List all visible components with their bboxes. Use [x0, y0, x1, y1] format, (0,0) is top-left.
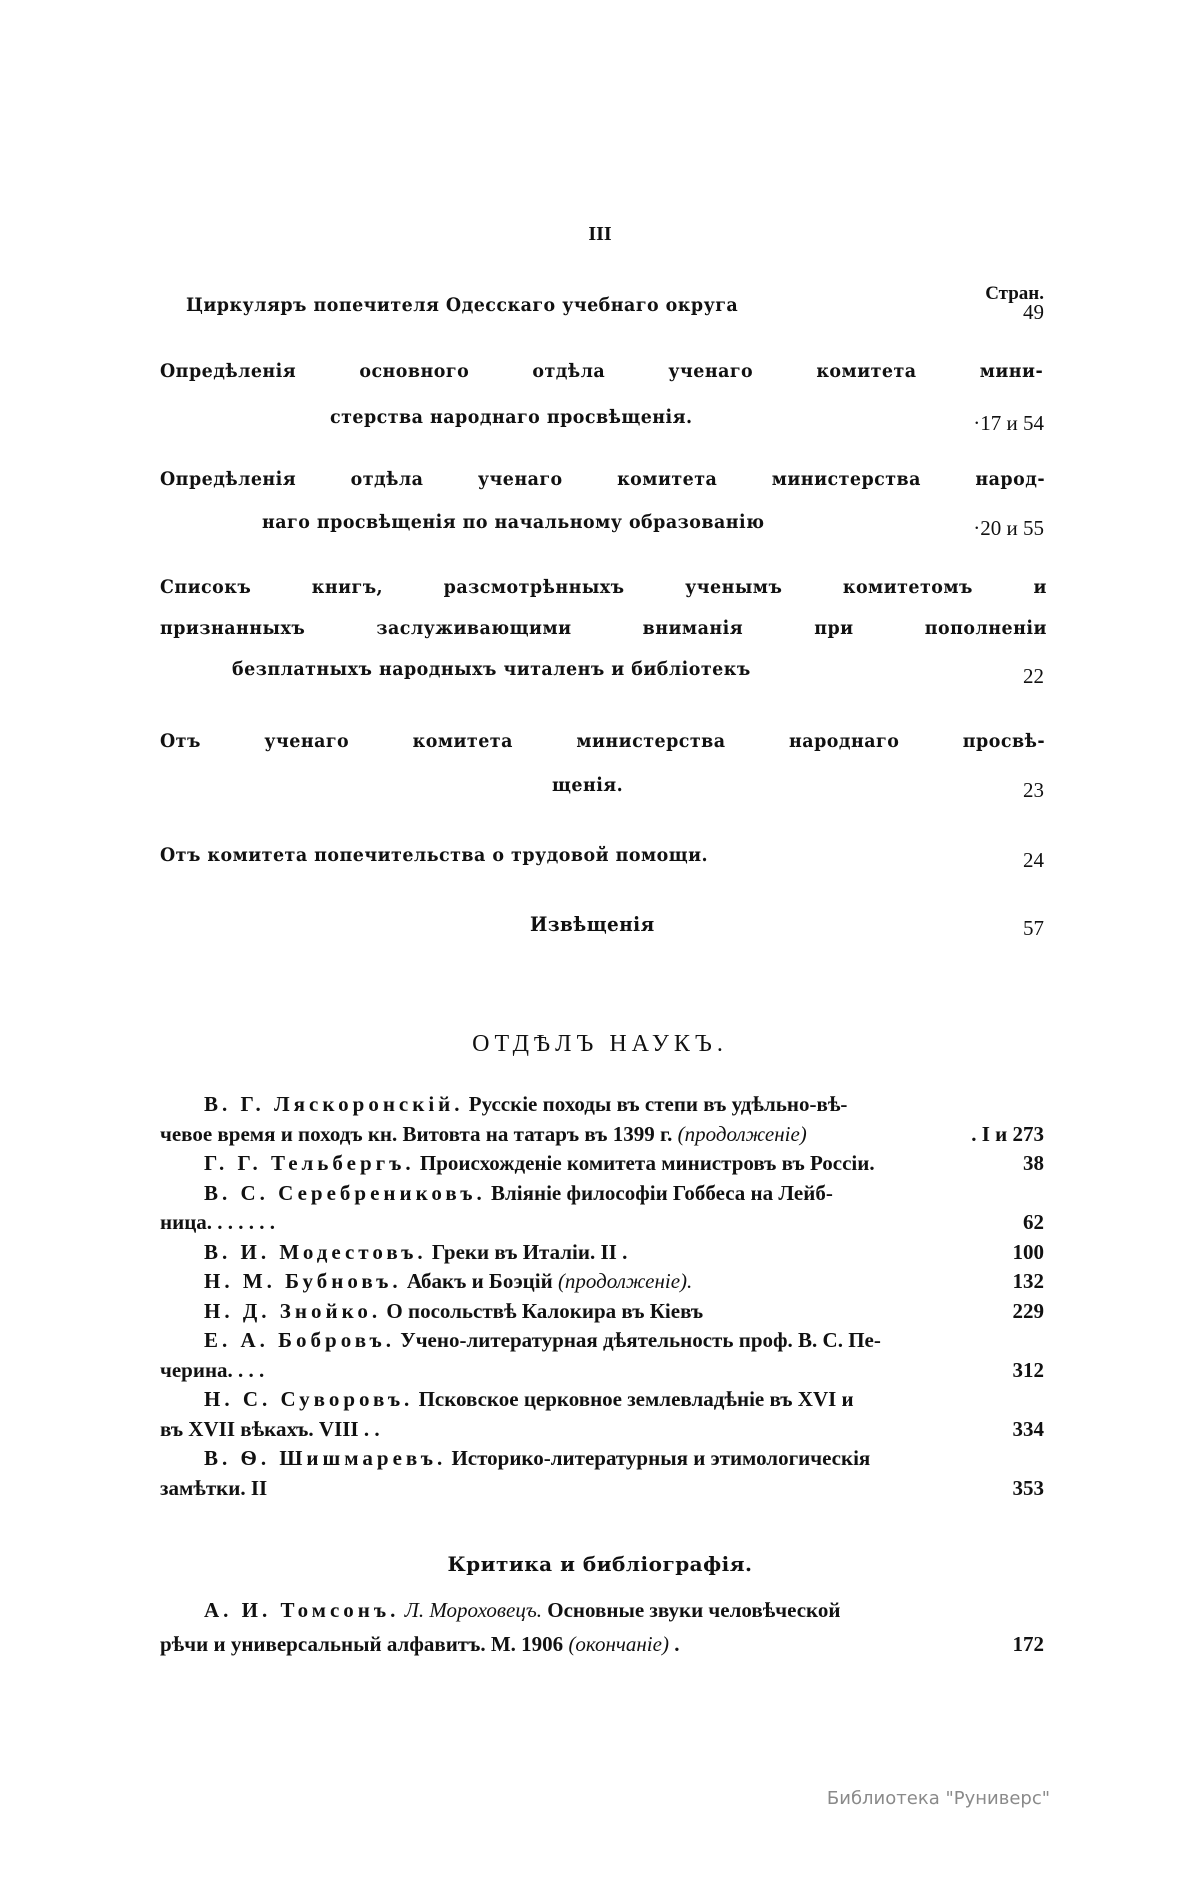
- science-article: [204, 1448, 870, 1469]
- toc-page: 172: [1012, 1632, 1044, 1656]
- toc-page: . I и 273: [971, 1121, 1044, 1146]
- article-author: В. Г. Ляскоронскій.: [204, 1092, 464, 1116]
- toc-entry-line: признанныхъ заслуживающими вниманія при пополненіи: [160, 617, 1047, 639]
- article-title-cont: чевое время и походъ кн. Витовта на татаръ въ 1399 г.: [160, 1121, 673, 1146]
- toc-entry-line: безплатныхъ народныхъ читаленъ и библіотекъ: [232, 658, 751, 680]
- science-article-cont: [160, 1475, 268, 1500]
- toc-page: ·20 и 55: [973, 516, 1044, 540]
- article-title-cont: въ XVII вѣкахъ. VIII . .: [160, 1416, 380, 1441]
- science-article: [204, 1180, 833, 1205]
- article-title: Абакъ и Боэцій: [406, 1269, 553, 1293]
- article-author: Г. Г. Тельбергъ.: [204, 1151, 415, 1175]
- book-author: Л. Мороховецъ.: [404, 1598, 543, 1622]
- science-article-cont: [160, 1416, 380, 1441]
- article-title: Происхожденіе комитета министровъ въ Россіи.: [419, 1151, 875, 1175]
- toc-page: 100: [1012, 1239, 1044, 1264]
- article-title-cont: рѣчи и универсальный алфавитъ. М. 1906: [160, 1632, 564, 1656]
- toc-page: 229: [1012, 1298, 1044, 1323]
- article-author: Н. М. Бубновъ.: [204, 1269, 402, 1293]
- article-title: Русскіе походы въ степи въ удѣльно-вѣ-: [468, 1092, 848, 1116]
- article-note: (продолженіе): [677, 1121, 807, 1146]
- article-author: В. Ѳ. Шишмаревъ.: [204, 1446, 447, 1470]
- toc-page: 57: [1023, 916, 1044, 940]
- article-author: Н. С. Суворовъ.: [204, 1387, 414, 1411]
- article-title-cont: черина. . . .: [160, 1357, 265, 1382]
- toc-page: 24: [1023, 848, 1044, 872]
- toc-entry-line: Отъ комитета попечительства о трудовой помощи.: [160, 844, 709, 866]
- toc-page: 22: [1023, 664, 1044, 688]
- library-watermark: Библиотека "Руниверс": [826, 1788, 1050, 1809]
- science-article: [204, 1271, 692, 1292]
- article-title-cont: ница. . . . . . .: [160, 1210, 276, 1234]
- article-author: В. С. Серебрениковъ.: [204, 1180, 486, 1205]
- article-note: (окончаніе): [568, 1632, 669, 1656]
- toc-entry-announcements: Извѣщенія: [530, 912, 655, 936]
- science-article: [204, 1330, 881, 1351]
- toc-page: ·17 и 54: [973, 411, 1044, 435]
- toc-page: 62: [1023, 1210, 1044, 1234]
- article-title-cont: замѣтки. II: [160, 1475, 268, 1500]
- toc-page: 353: [1012, 1475, 1044, 1500]
- page-number: III: [588, 223, 612, 245]
- article-title: Учено-литературная дѣятельность проф. В. С. Пе-: [400, 1328, 881, 1352]
- article-title: Греки въ Италіи. II .: [431, 1239, 628, 1264]
- article-author: Н. Д. Знойко.: [204, 1298, 382, 1323]
- toc-page: 49: [1023, 300, 1044, 324]
- toc-page: 23: [1023, 778, 1044, 802]
- science-article: [204, 1298, 704, 1323]
- article-title: Историко-литературныя и этимологическія: [451, 1446, 871, 1470]
- pages-column-label: Стран.: [985, 283, 1044, 304]
- article-author: В. И. Модестовъ.: [204, 1239, 427, 1264]
- section-heading-science: ОТДѢЛЪ НАУКЪ.: [472, 1031, 728, 1057]
- toc-entry-line: наго просвѣщенія по начальному образованію: [262, 511, 765, 533]
- article-title: Вліяніе философіи Гоббеса на Лейб-: [490, 1180, 833, 1205]
- toc-entry-line: стерства народнаго просвѣщенія.: [330, 406, 693, 428]
- science-article-cont: [160, 1121, 807, 1146]
- toc-entry-line: Опредѣленія основного отдѣла ученаго комитета мини-: [160, 360, 1044, 382]
- science-article-cont: [160, 1212, 275, 1233]
- toc-entry-line: Отъ ученаго комитета министерства народнаго просвѣ-: [160, 730, 1046, 752]
- article-title: О посольствѣ Калокира въ Кіевъ: [386, 1298, 704, 1323]
- science-article: [204, 1389, 854, 1410]
- toc-entry-circular: Циркуляръ попечителя Одесскаго учебнаго округа: [186, 294, 739, 316]
- section-heading-critique: Критика и библіографія.: [447, 1552, 753, 1576]
- toc-entry-line: щенія.: [552, 774, 624, 796]
- science-article: [204, 1239, 628, 1264]
- toc-entry-line: Опредѣленія отдѣла ученаго комитета министерства народ-: [160, 468, 1046, 490]
- science-article: [204, 1094, 847, 1115]
- toc-page: 132: [1012, 1269, 1044, 1293]
- science-article-cont: [160, 1357, 265, 1382]
- article-author: Е. А. Бобровъ.: [204, 1328, 396, 1352]
- article-tail: .: [674, 1632, 680, 1656]
- science-article: [204, 1153, 875, 1174]
- article-title: Псковское церковное землевладѣніе въ XVI и: [418, 1387, 854, 1411]
- toc-page: 38: [1023, 1151, 1044, 1175]
- toc-page: 312: [1012, 1357, 1044, 1382]
- toc-page: 334: [1012, 1416, 1044, 1441]
- article-author: А. И. Томсонъ.: [204, 1598, 400, 1622]
- article-title: Основные звуки человѣческой: [547, 1598, 841, 1622]
- article-note: (продолженіе).: [557, 1269, 693, 1293]
- toc-entry-line: Списокъ книгъ, разсмотрѣнныхъ ученымъ комитетомъ и: [160, 576, 1047, 598]
